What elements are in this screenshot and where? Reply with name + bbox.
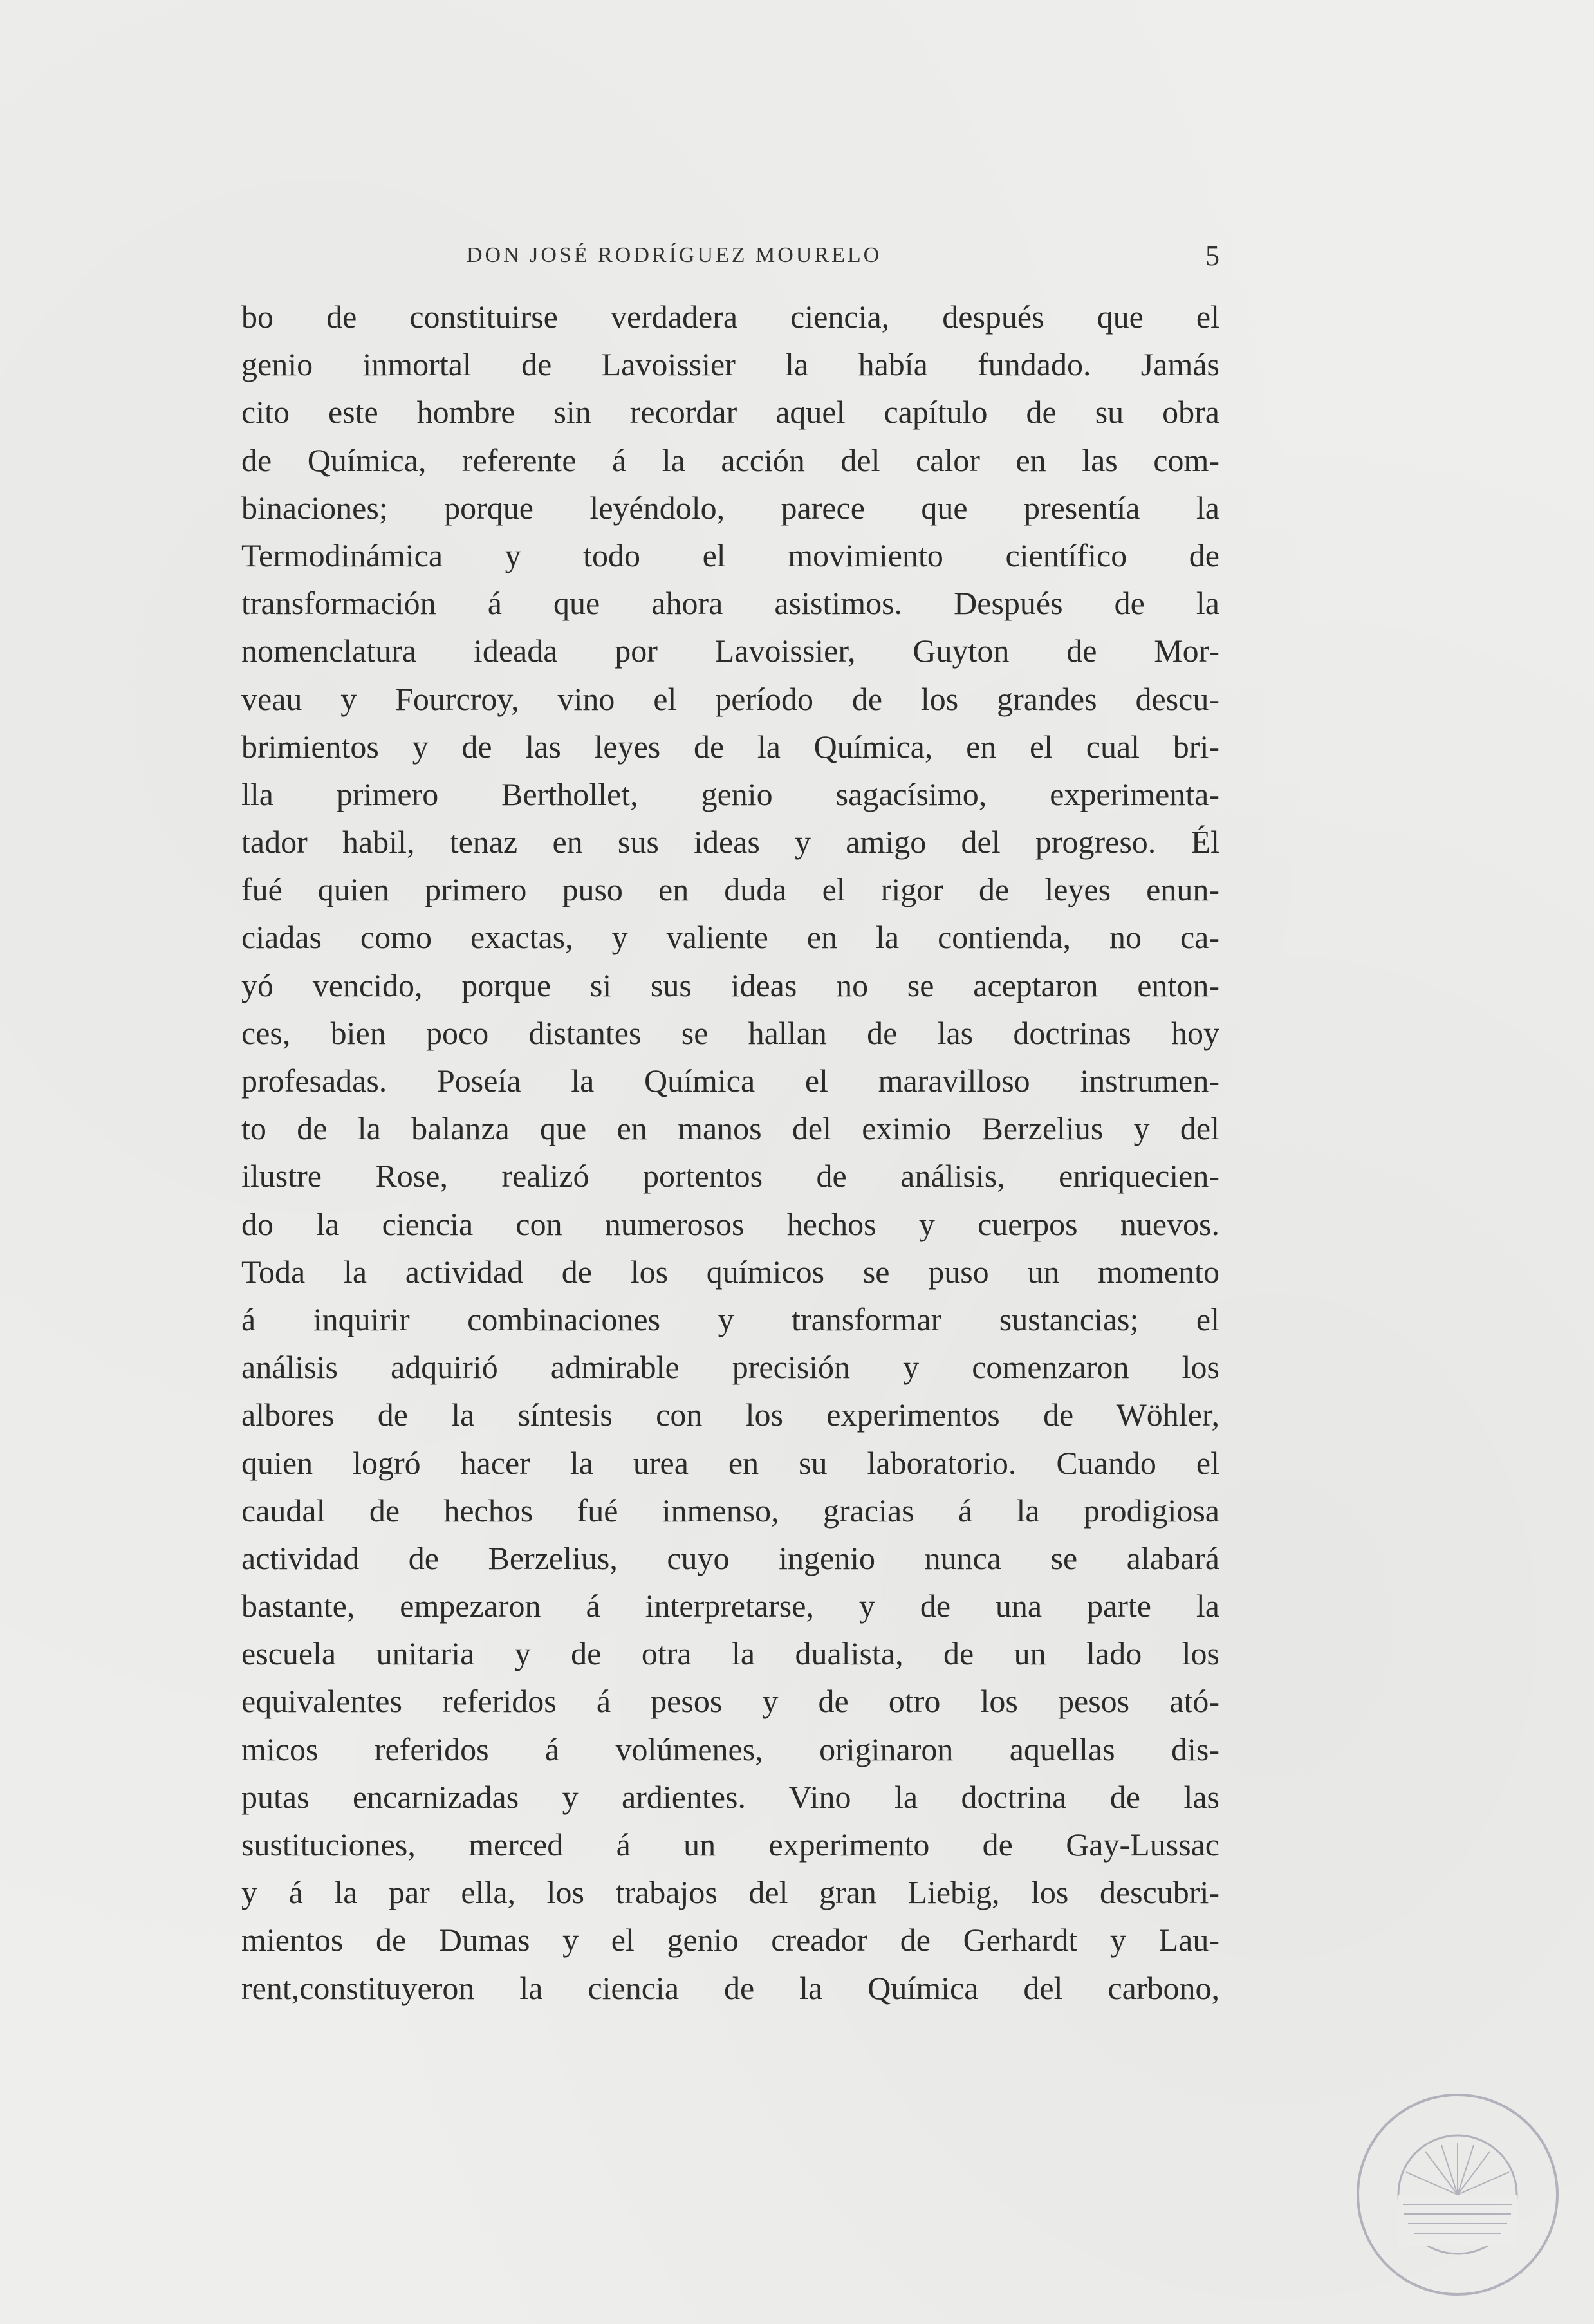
text-line: y á la par ella, los trabajos del gran Liebig, los descubri- — [241, 1874, 1219, 1911]
text-line: bo de constituirse verdadera ciencia, después que el — [241, 299, 1219, 335]
body-text — [241, 293, 1219, 2012]
running-head-title: DON JOSÉ RODRÍGUEZ MOURELO — [467, 243, 882, 267]
text-line: equivalentes referidos á pesos y de otro los pesos ató- — [241, 1683, 1219, 1720]
text-line: binaciones; porque leyéndolo, parece que presentía la — [241, 489, 1219, 526]
text-line: profesadas. Poseía la Química el maravilloso instrumen- — [241, 1063, 1219, 1099]
page-number: 5 — [1205, 240, 1219, 272]
text-line: análisis adquirió admirable precisión y comenzaron los — [241, 1349, 1219, 1386]
running-header — [241, 240, 1219, 282]
text-line: putas encarnizadas y ardientes. Vino la doctrina de las — [241, 1778, 1219, 1815]
text-line: bastante, empezaron á interpretarse, y de una parte la — [241, 1588, 1219, 1624]
text-line: brimientos y de las leyes de la Química, en el cual bri- — [241, 728, 1219, 765]
text-line: do la ciencia con numerosos hechos y cuerpos nuevos. — [241, 1205, 1219, 1242]
text-line: actividad de Berzelius, cuyo ingenio nunca se alabará — [241, 1539, 1219, 1576]
text-line: tador habil, tenaz en sus ideas y amigo del progreso. Él — [241, 824, 1219, 860]
text-line: transformación á que ahora asistimos. Después de la — [241, 585, 1219, 622]
text-line: ciadas como exactas, y valiente en la contienda, no ca- — [241, 919, 1219, 956]
text-line: sustituciones, merced á un experimento de Gay-Lussac — [241, 1827, 1219, 1863]
text-line: ilustre Rose, realizó portentos de análisis, enriquecien- — [241, 1158, 1219, 1195]
text-line: cito este hombre sin recordar aquel capítulo de su obra — [241, 394, 1219, 431]
text-line: ces, bien poco distantes se hallan de las doctrinas hoy — [241, 1014, 1219, 1051]
text-line: micos referidos á volúmenes, originaron aquellas dis- — [241, 1731, 1219, 1767]
academy-seal-stamp — [1351, 2088, 1564, 2301]
text-line: quien logró hacer la urea en su laboratorio. Cuando el — [241, 1444, 1219, 1481]
text-line: lla primero Berthollet, genio sagacísimo, experimenta- — [241, 776, 1219, 812]
text-line: albores de la síntesis con los experimentos de Wöhler, — [241, 1397, 1219, 1433]
text-line: de Química, referente á la acción del calor en las com- — [241, 442, 1219, 478]
text-line: yó vencido, porque si sus ideas no se aceptaron enton- — [241, 967, 1219, 1003]
text-line: genio inmortal de Lavoissier la había fundado. Jamás — [241, 346, 1219, 383]
text-line: Toda la actividad de los químicos se puso un momento — [241, 1253, 1219, 1290]
text-line: veau y Fourcroy, vino el período de los grandes descu- — [241, 680, 1219, 717]
text-line: caudal de hechos fué inmenso, gracias á la prodigiosa — [241, 1492, 1219, 1529]
text-line: á inquirir combinaciones y transformar sustancias; el — [241, 1301, 1219, 1337]
text-line: to de la balanza que en manos del eximio Berzelius y del — [241, 1110, 1219, 1147]
text-line: escuela unitaria y de otra la dualista, de un lado los — [241, 1635, 1219, 1672]
text-line: Termodinámica y todo el movimiento científico de — [241, 537, 1219, 573]
text-line: fué quien primero puso en duda el rigor de leyes enun- — [241, 871, 1219, 908]
text-line: nomenclatura ideada por Lavoissier, Guyton de Mor- — [241, 633, 1219, 669]
text-line: mientos de Dumas y el genio creador de Gerhardt y Lau- — [241, 1922, 1219, 1958]
text-line: rent,constituyeron la ciencia de la Química del carbono, — [241, 1969, 1219, 2006]
